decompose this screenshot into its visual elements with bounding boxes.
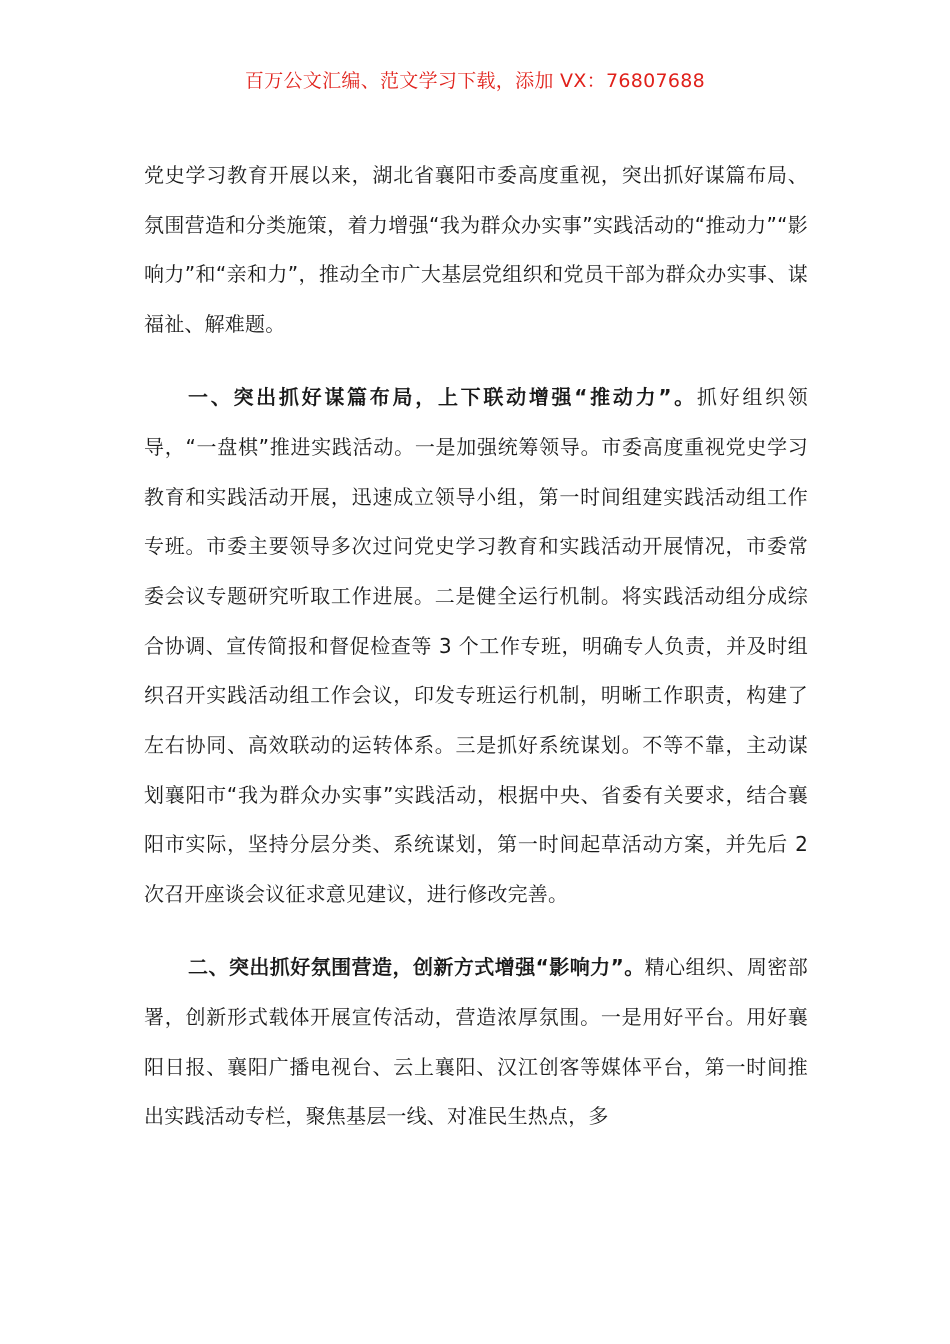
section-2-paragraph bbox=[144, 943, 808, 1142]
section-1-body: 抓好组织领导，“一盘棋”推进实践活动。一是加强统筹领导。市委高度重视党史学习教育和实践活动开展，迅速成立领导小组，第一时间组建实践活动组工作专班。市委主要领导多次过问党史学习教育和实践活动开展情况，市委常委会议专题研究听取工作进展。二是健全运行机制。将实践活动组分成综合协调、宣传简报和督促检查等 3 个工作专班，明确专人负责，并及时组织召开实践活动组工作会议，印发专班运行机制，明晰工作职责，构建了左右协同、高效联动的运转体系。三是抓好系统谋划。不等不靠，主动谋划襄阳市“我为群众办实事”实践活动，根据中央、省委有关要求，结合襄阳市实际，坚持分层分类、系统谋划，第一时间起草活动方案，并先后 2 次召开座谈会议征求意见建议，进行修改完善。 bbox=[144, 385, 809, 907]
section-2-heading: 二、突出抓好氛围营造，创新方式增强“影响力”。 bbox=[188, 955, 645, 980]
section-1-paragraph bbox=[144, 373, 808, 920]
intro-paragraph: 党史学习教育开展以来，湖北省襄阳市委高度重视，突出抓好谋篇布局、氛围营造和分类施策，着力增强“我为群众办实事”实践活动的“推动力”“影响力”和“亲和力”，推动全市广大基层党组织和党员干部为群众办实事、谋福祉、解难题。 bbox=[144, 163, 808, 337]
section-1-heading: 一、突出抓好谋篇布局，上下联动增强“推动力”。 bbox=[188, 385, 697, 410]
header-banner: 百万公文汇编、范文学习下载，添加 VX：76807688 bbox=[244, 70, 706, 92]
section-2-body: 精心组织、周密部署，创新形式载体开展宣传活动，营造浓厚氛围。一是用好平台。用好襄阳日报、襄阳广播电视台、云上襄阳、汉江创客等媒体平台，第一时间推出实践活动专栏，聚焦基层一线、对准民生热点，多 bbox=[144, 955, 808, 1129]
document-body bbox=[144, 151, 808, 1165]
